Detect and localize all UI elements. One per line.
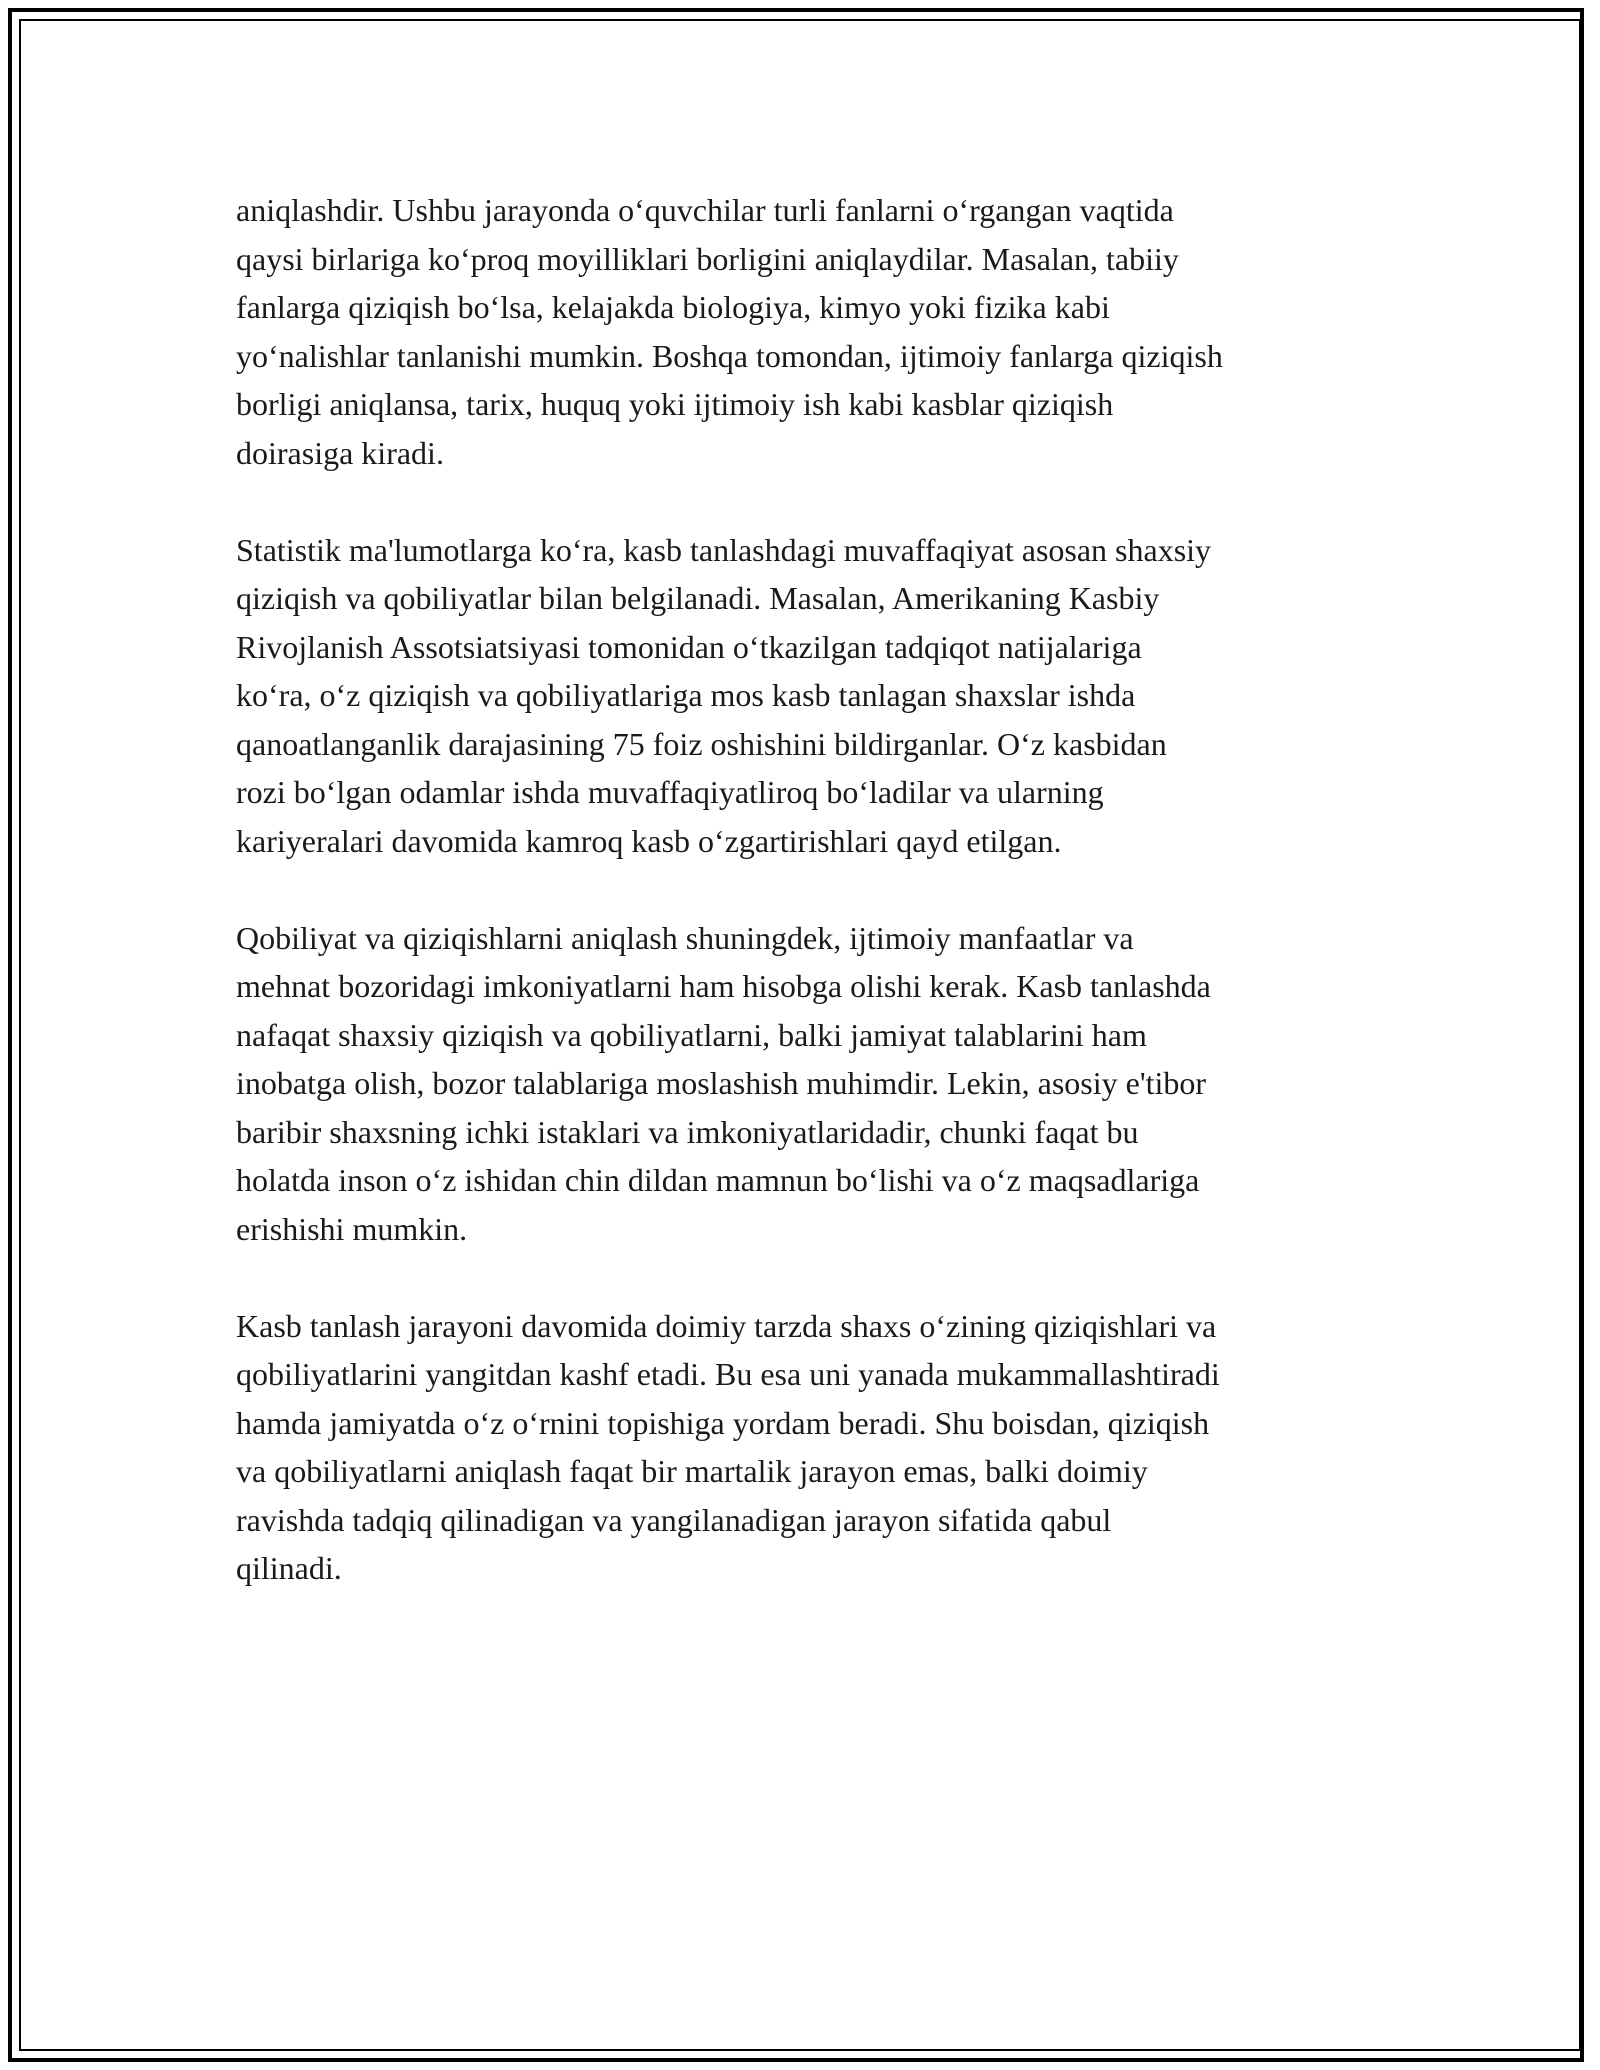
paragraph-line: Kasb tanlash jarayoni davomida doimiy tarzda shaxs o‘zining qiziqishlari va: [236, 1307, 1217, 1344]
paragraph-line: Rivojlanish Assotsiatsiyasi tomonidan o‘tkazilgan tadqiqot natijalariga: [236, 628, 1142, 665]
paragraph-line: hamda jamiyatda o‘z o‘rnini topishiga yordam beradi. Shu boisdan, qiziqish: [236, 1404, 1210, 1441]
paragraph-line: erishishi mumkin.: [236, 1210, 468, 1247]
document-body: [236, 186, 1386, 1641]
paragraph-1: [236, 186, 1386, 477]
paragraph-line: Qobiliyat va qiziqishlarni aniqlash shuningdek, ijtimoiy manfaatlar va: [236, 919, 1134, 956]
paragraph-line: qiziqish va qobiliyatlar bilan belgilanadi. Masalan, Amerikaning Kasbiy: [236, 580, 1160, 616]
paragraph-line: kariyeralari davomida kamroq kasb o‘zgartirishlari qayd etilgan.: [236, 822, 1062, 859]
paragraph-line: yo‘nalishlar tanlanishi mumkin. Boshqa tomondan, ijtimoiy fanlarga qiziqish: [236, 337, 1223, 374]
paragraph-line: mehnat bozoridagi imkoniyatlarni ham hisobga olishi kerak. Kasb tanlashda: [236, 968, 1211, 1004]
paragraph-2: [236, 526, 1386, 866]
paragraph-line: qanoatlanganlik darajasining 75 foiz oshishini bildirganlar. O‘z kasbidan: [236, 725, 1167, 762]
paragraph-line: ko‘ra, o‘z qiziqish va qobiliyatlariga mos kasb tanlagan shaxslar ishda: [236, 677, 1136, 713]
paragraph-line: qilinadi.: [236, 1550, 342, 1586]
paragraph-line: rozi bo‘lgan odamlar ishda muvaffaqiyatliroq bo‘ladilar va ularning: [236, 774, 1104, 810]
paragraph-line: Statistik ma'lumotlarga ko‘ra, kasb tanlashdagi muvaffaqiyat asosan shaxsiy: [236, 531, 1212, 568]
paragraph-line: va qobiliyatlarni aniqlash faqat bir martalik jarayon emas, balki doimiy: [236, 1453, 1148, 1489]
paragraph-line: ravishda tadqiq qilinadigan va yangilanadigan jarayon sifatida qabul: [236, 1501, 1112, 1538]
paragraph-line: fanlarga qiziqish bo‘lsa, kelajakda biologiya, kimyo yoki fizika kabi: [236, 289, 1110, 325]
paragraph-line: baribir shaxsning ichki istaklari va imkoniyatlaridadir, chunki faqat bu: [236, 1113, 1139, 1150]
paragraph-line: doirasiga kiradi.: [236, 434, 444, 471]
paragraph-line: holatda inson o‘z ishidan chin dildan mamnun bo‘lishi va o‘z maqsadlariga: [236, 1162, 1200, 1198]
paragraph-line: nafaqat shaxsiy qiziqish va qobiliyatlarni, balki jamiyat talablarini ham: [236, 1016, 1147, 1053]
paragraph-line: aniqlashdir. Ushbu jarayonda o‘quvchilar turli fanlarni o‘rgangan vaqtida: [236, 192, 1174, 228]
paragraph-line: borligi aniqlansa, tarix, huquq yoki ijtimoiy ish kabi kasblar qiziqish: [236, 386, 1114, 422]
paragraph-4: [236, 1302, 1386, 1593]
paragraph-line: qobiliyatlarini yangitdan kashf etadi. Bu esa uni yanada mukammallashtiradi: [236, 1356, 1220, 1392]
paragraph-line: qaysi birlariga ko‘proq moyilliklari borligini aniqlaydilar. Masalan, tabiiy: [236, 240, 1179, 277]
paragraph-3: [236, 914, 1386, 1254]
paragraph-line: inobatga olish, bozor talablariga moslashish muhimdir. Lekin, asosiy e'tibor: [236, 1065, 1207, 1101]
